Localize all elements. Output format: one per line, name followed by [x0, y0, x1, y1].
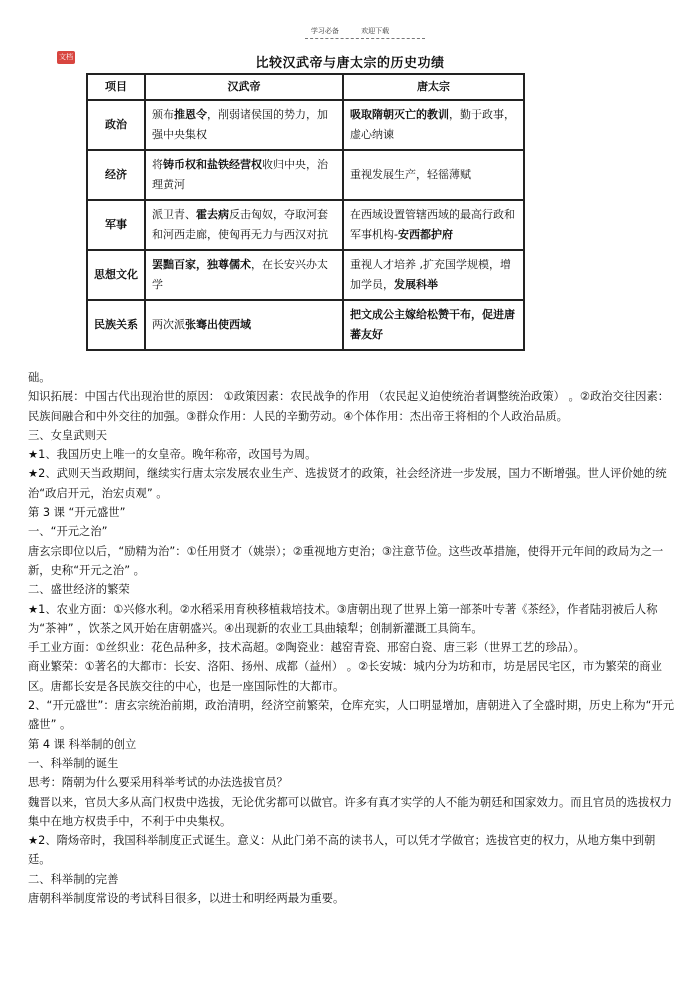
header-left: 学习必备	[310, 27, 339, 35]
section-heading: 一、科举制的诞生	[28, 756, 119, 770]
section-heading: 一、“开元之治”	[28, 525, 108, 539]
paragraph: ★2、隋炀帝时，我国科举制度正式诞生。意义：从此门弟不高的读书人，可以凭才学做官；选拔官吏的权力，从地方集中到朝廷。	[28, 834, 656, 867]
col-header-han: 汉武帝	[145, 74, 343, 100]
table-row-economy	[87, 150, 524, 200]
paragraph: 手工业方面：①丝织业：花色品种多，技术高超。②陶瓷业：越窑青瓷、邢窑白瓷、唐三彩（世界工艺的珍品）。	[28, 641, 585, 655]
section-heading: 三、女皇武则天	[28, 428, 108, 442]
paragraph: 础。	[28, 371, 51, 384]
table-row-ethnic	[87, 300, 524, 350]
paragraph: 魏晋以来，官员大多从高门权贵中选拔，无论优劣都可以做官。许多有真才实学的人不能为朝廷和国家效力。而且官员的选拔权力集中在地方权贵手中，不利于中央集权。	[28, 795, 672, 828]
tang-cell: 吸取隋朝灭亡的教训，勤于政事，虚心纳谏	[343, 100, 524, 150]
han-cell: 派卫青、霍去病反击匈奴，夺取河套和河西走廊，使匈再无力与西汉对抗	[145, 200, 343, 250]
row-label: 思想文化	[87, 250, 145, 300]
doc-title: 比较汉武帝与唐太宗的历史功绩	[255, 56, 445, 71]
paragraph: 唐朝科举制度常设的考试科目很多，以进士和明经两最为重要。	[28, 892, 345, 906]
row-label: 军事	[87, 200, 145, 250]
han-cell: 将铸币权和盐铁经营权收归中央，治理黄河	[145, 150, 343, 200]
section-heading: 二、科举制的完善	[28, 872, 119, 886]
han-cell: 罢黜百家，独尊儒术，在长安兴办太学	[145, 250, 343, 300]
tang-cell: 重视发展生产，轻徭薄赋	[343, 150, 524, 200]
tang-cell: 重视人才培养 ,扩充国学规模，增加学员，发展科举	[343, 250, 524, 300]
paragraph: ★2、武则天当政期间，继续实行唐太宗发展农业生产、选拔贤才的政策，社会经济进一步发展，国力不断增强。世人评价她的统治“政启开元，治宏贞观” 。	[28, 467, 667, 500]
tang-cell: 在西域设置管辖西域的最高行政和军事机构-安西都护府	[343, 200, 524, 250]
col-header-tang: 唐太宗	[343, 74, 524, 100]
table-row-military	[87, 200, 524, 250]
header-right: 欢迎下载	[361, 27, 390, 35]
paragraph: 2、“开元盛世”：唐玄宗统治前期，政治清明，经济空前繁荣，仓库充实，人口明显增加，唐朝进入了全盛时期，历史上称为“开元盛世” 。	[28, 699, 675, 732]
paragraph: 思考：隋朝为什么要采用科举考试的办法选拔官员？	[28, 776, 288, 790]
section-heading: 二、盛世经济的繁荣	[28, 583, 130, 597]
tang-cell: 把文成公主嫁给松赞干布，促进唐蕃友好	[343, 300, 524, 350]
row-label: 政治	[87, 100, 145, 150]
comparison-table	[86, 73, 525, 351]
table-header-row	[87, 74, 524, 100]
lesson-heading: 第 3 课 “开元盛世”	[28, 506, 126, 520]
row-label: 民族关系	[87, 300, 145, 350]
table-row-politics	[87, 100, 524, 150]
row-label: 经济	[87, 150, 145, 200]
lesson-heading: 第 4 课 科举制的创立	[28, 737, 137, 751]
body-text	[28, 368, 676, 908]
table-row-culture	[87, 250, 524, 300]
han-cell: 颁布推恩令，削弱诸侯国的势力，加强中央集权	[145, 100, 343, 150]
han-cell: 两次派张骞出使西域	[145, 300, 343, 350]
paragraph: 唐玄宗即位以后，“励精为治”：①任用贤才（姚崇）；②重视地方吏治；③注意节俭。这些改革措施，使得开元年间的政局为之一新，史称“开元之治” 。	[28, 544, 664, 577]
header-rule	[305, 38, 425, 39]
doc-badge: 文档	[57, 51, 75, 64]
paragraph: 商业繁荣：①著名的大都市：长安、洛阳、扬州、成都（益州） 。②长安城：城内分为坊和市，坊是居民宅区，市为繁荣的商业区。唐都长安是各民族交往的中心，也是一座国际性的大都市。	[28, 660, 662, 693]
paragraph: ★1、我国历史上唯一的女皇帝。晚年称帝，改国号为周。	[28, 448, 317, 462]
page-header	[0, 26, 700, 36]
col-header-item: 项目	[87, 74, 145, 100]
paragraph: 知识拓展：中国古代出现治世的原因： ①政策因素：农民战争的作用 （农民起义迫使统治者调整统治政策） 。②政治交往因素：民族间融合和中外交往的加强。③群众作用：人民的辛勤劳动。④个体作用：杰出帝王将相的个人政治品质。	[28, 390, 670, 423]
paragraph: ★1、农业方面：①兴修水利。②水稻采用育秧移植栽培技术。③唐朝出现了世界上第一部茶叶专著《茶经》，作者陆羽被后人称为“茶神” ，饮茶之风开始在唐朝盛兴。④出现新的农业工具曲辕犁；创制新灌溉工具筒车。	[28, 602, 658, 635]
